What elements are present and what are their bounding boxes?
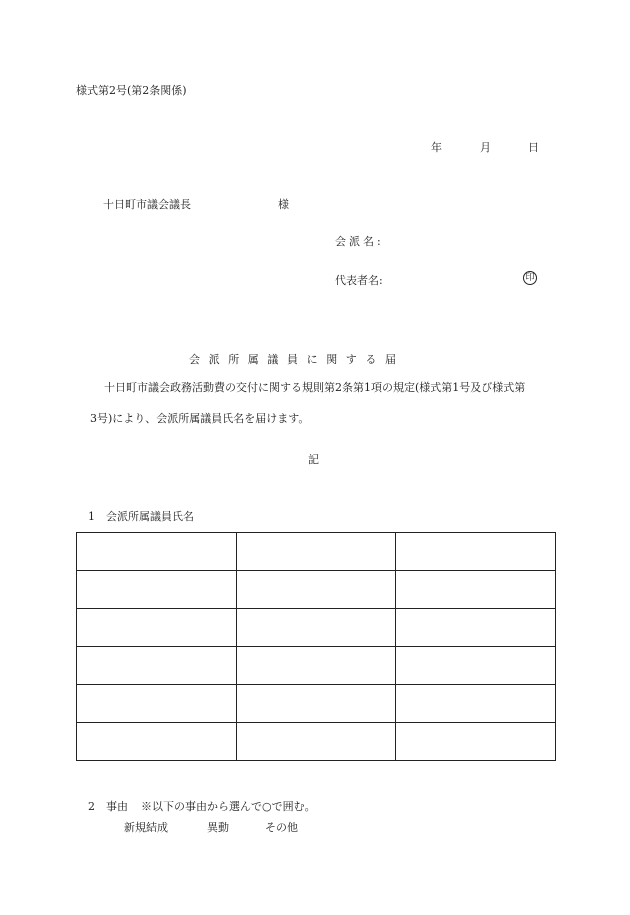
reason-option-other[interactable]: その他: [265, 821, 298, 834]
ki-heading: 記: [308, 453, 319, 466]
member-name-cell[interactable]: [77, 609, 237, 647]
table-row: [77, 723, 556, 761]
members-table: [76, 532, 556, 761]
reason-option-new-formation[interactable]: 新規結成: [124, 821, 168, 834]
table-row: [77, 571, 556, 609]
member-name-cell[interactable]: [77, 723, 237, 761]
section-2-heading: 2 事由: [88, 800, 128, 813]
member-name-cell[interactable]: [77, 685, 237, 723]
document-title: 会派所属議員に関する届: [189, 353, 405, 366]
table-row: [77, 533, 556, 571]
member-name-cell[interactable]: [236, 723, 396, 761]
member-name-cell[interactable]: [236, 609, 396, 647]
reason-option-transfer[interactable]: 異動: [207, 821, 229, 834]
addressee: 十日町市議会議長: [103, 198, 191, 211]
section-1-heading: 1 会派所属議員氏名: [88, 510, 194, 523]
date-day-label: 日: [528, 141, 539, 154]
member-name-cell[interactable]: [396, 723, 556, 761]
member-name-cell[interactable]: [396, 571, 556, 609]
body-text-line-2: 3号)により、会派所属議員氏名を届けます。: [90, 412, 310, 425]
member-name-cell[interactable]: [396, 685, 556, 723]
member-name-cell[interactable]: [77, 533, 237, 571]
member-name-cell[interactable]: [236, 647, 396, 685]
table-row: [77, 609, 556, 647]
date-year-label: 年: [431, 141, 442, 154]
member-name-cell[interactable]: [236, 533, 396, 571]
member-name-cell[interactable]: [396, 609, 556, 647]
faction-name-label: 会派名:: [335, 235, 384, 248]
honorific: 様: [278, 198, 289, 211]
date-month-label: 月: [480, 141, 491, 154]
member-name-cell[interactable]: [396, 647, 556, 685]
member-name-cell[interactable]: [77, 571, 237, 609]
body-text-line-1: 十日町市議会政務活動費の交付に関する規則第2条第1項の規定(様式第1号及び様式第: [104, 381, 526, 394]
member-name-cell[interactable]: [236, 685, 396, 723]
member-name-cell[interactable]: [77, 647, 237, 685]
seal-icon: 印: [523, 271, 537, 285]
form-number: 様式第2号(第2条関係): [76, 84, 187, 97]
member-name-cell[interactable]: [396, 533, 556, 571]
reason-instruction: ※以下の事由から選んで○で囲む。: [141, 800, 316, 813]
table-row: [77, 647, 556, 685]
table-row: [77, 685, 556, 723]
member-name-cell[interactable]: [236, 571, 396, 609]
representative-name-label: 代表者名:: [335, 274, 383, 287]
